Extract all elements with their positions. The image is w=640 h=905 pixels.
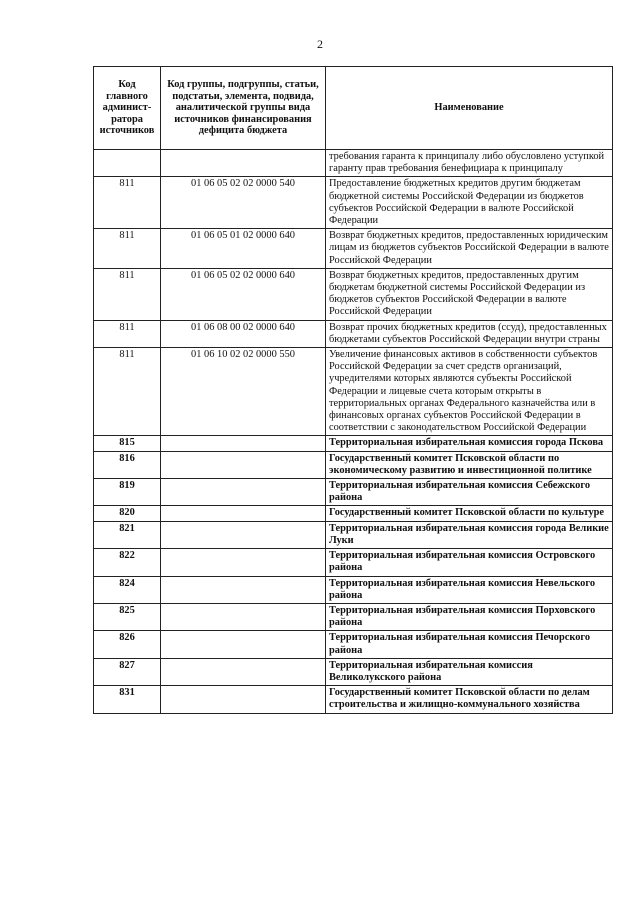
group-code-cell xyxy=(161,576,326,603)
admin-code-cell: 821 xyxy=(94,521,161,548)
group-code-cell xyxy=(161,506,326,521)
group-code-cell xyxy=(161,451,326,478)
table-row xyxy=(94,686,613,713)
table-row xyxy=(94,576,613,603)
header-admin-code: Код главного админист-ратора источников xyxy=(94,67,161,150)
admin-code-cell: 811 xyxy=(94,268,161,320)
table-row xyxy=(94,177,613,229)
name-cell: Территориальная избирательная комиссия Печорского района xyxy=(326,631,613,658)
admin-code-cell: 826 xyxy=(94,631,161,658)
header-name: Наименование xyxy=(326,67,613,150)
table-row xyxy=(94,603,613,630)
group-code-cell xyxy=(161,479,326,506)
admin-code-cell: 811 xyxy=(94,348,161,436)
name-cell: Государственный комитет Псковской области по культуре xyxy=(326,506,613,521)
name-cell: Предоставление бюджетных кредитов другим бюджетам бюджетной системы Российской Федерации из бюджетов субъектов Российской Федерации в валюте Российской Федерации xyxy=(326,177,613,229)
group-code-cell: 01 06 05 01 02 0000 640 xyxy=(161,229,326,269)
group-code-cell xyxy=(161,150,326,177)
table-row xyxy=(94,506,613,521)
group-code-cell xyxy=(161,436,326,451)
admin-code-cell: 831 xyxy=(94,686,161,713)
group-code-cell xyxy=(161,549,326,576)
table-row xyxy=(94,150,613,177)
table-row xyxy=(94,436,613,451)
table-row xyxy=(94,631,613,658)
name-cell: Территориальная избирательная комиссия города Великие Луки xyxy=(326,521,613,548)
group-code-cell xyxy=(161,658,326,685)
page-number: 2 xyxy=(317,37,323,51)
header-group-code: Код группы, подгруппы, статьи, подстатьи, элемента, подвида, аналитической группы вида источников финансирования дефицита бюджета xyxy=(161,67,326,150)
name-cell: Территориальная избирательная комиссия города Пскова xyxy=(326,436,613,451)
group-code-cell xyxy=(161,686,326,713)
table-row xyxy=(94,451,613,478)
name-cell: требования гаранта к принципалу либо обусловлено уступкой гаранту прав требования бенефициара к принципалу xyxy=(326,150,613,177)
admin-code-cell: 816 xyxy=(94,451,161,478)
name-cell: Государственный комитет Псковской области по делам строительства и жилищно-коммунального хозяйства xyxy=(326,686,613,713)
group-code-cell: 01 06 08 00 02 0000 640 xyxy=(161,320,326,347)
admin-code-cell: 811 xyxy=(94,177,161,229)
name-cell: Возврат бюджетных кредитов, предоставленных другим бюджетам бюджетной системы Российской Федерации из бюджетов субъектов Российской Федерации в валюте Российской Федерации xyxy=(326,268,613,320)
group-code-cell: 01 06 05 02 02 0000 540 xyxy=(161,177,326,229)
name-cell: Территориальная избирательная комиссия Себежского района xyxy=(326,479,613,506)
admin-code-cell: 825 xyxy=(94,603,161,630)
name-cell: Территориальная избирательная комиссия Порховского района xyxy=(326,603,613,630)
admin-code-cell: 822 xyxy=(94,549,161,576)
admin-code-cell: 811 xyxy=(94,229,161,269)
name-cell: Государственный комитет Псковской области по экономическому развитию и инвестиционной политике xyxy=(326,451,613,478)
table-body xyxy=(94,150,613,714)
table-row xyxy=(94,320,613,347)
admin-code-cell: 827 xyxy=(94,658,161,685)
admin-code-cell: 815 xyxy=(94,436,161,451)
group-code-cell: 01 06 05 02 02 0000 640 xyxy=(161,268,326,320)
group-code-cell: 01 06 10 02 02 0000 550 xyxy=(161,348,326,436)
table-row xyxy=(94,229,613,269)
budget-sources-table xyxy=(93,66,613,714)
name-cell: Территориальная избирательная комиссия Великолукского района xyxy=(326,658,613,685)
admin-code-cell: 819 xyxy=(94,479,161,506)
table-row xyxy=(94,521,613,548)
group-code-cell xyxy=(161,521,326,548)
table-row xyxy=(94,549,613,576)
admin-code-cell: 824 xyxy=(94,576,161,603)
name-cell: Возврат прочих бюджетных кредитов (ссуд), предоставленных бюджетами субъектов Российской Федерации внутри страны xyxy=(326,320,613,347)
name-cell: Территориальная избирательная комиссия Невельского района xyxy=(326,576,613,603)
table-row xyxy=(94,348,613,436)
admin-code-cell: 811 xyxy=(94,320,161,347)
group-code-cell xyxy=(161,603,326,630)
table-row xyxy=(94,658,613,685)
name-cell: Возврат бюджетных кредитов, предоставленных юридическим лицам из бюджетов субъектов Российской Федерации в валюте Российской Федерации xyxy=(326,229,613,269)
group-code-cell xyxy=(161,631,326,658)
admin-code-cell: 820 xyxy=(94,506,161,521)
table-row xyxy=(94,479,613,506)
name-cell: Территориальная избирательная комиссия Островского района xyxy=(326,549,613,576)
table-row xyxy=(94,268,613,320)
name-cell: Увеличение финансовых активов в собственности субъектов Российской Федерации за счет средств организаций, учредителями которых являются субъекты Российской Федерации и лицевые счета которым открыты в территориальных органах Федерального казначейства или в финансовых органах субъектов Российской Федерации в соответствии с законодательством Российской Федерации xyxy=(326,348,613,436)
table-header-row xyxy=(94,67,613,150)
admin-code-cell xyxy=(94,150,161,177)
